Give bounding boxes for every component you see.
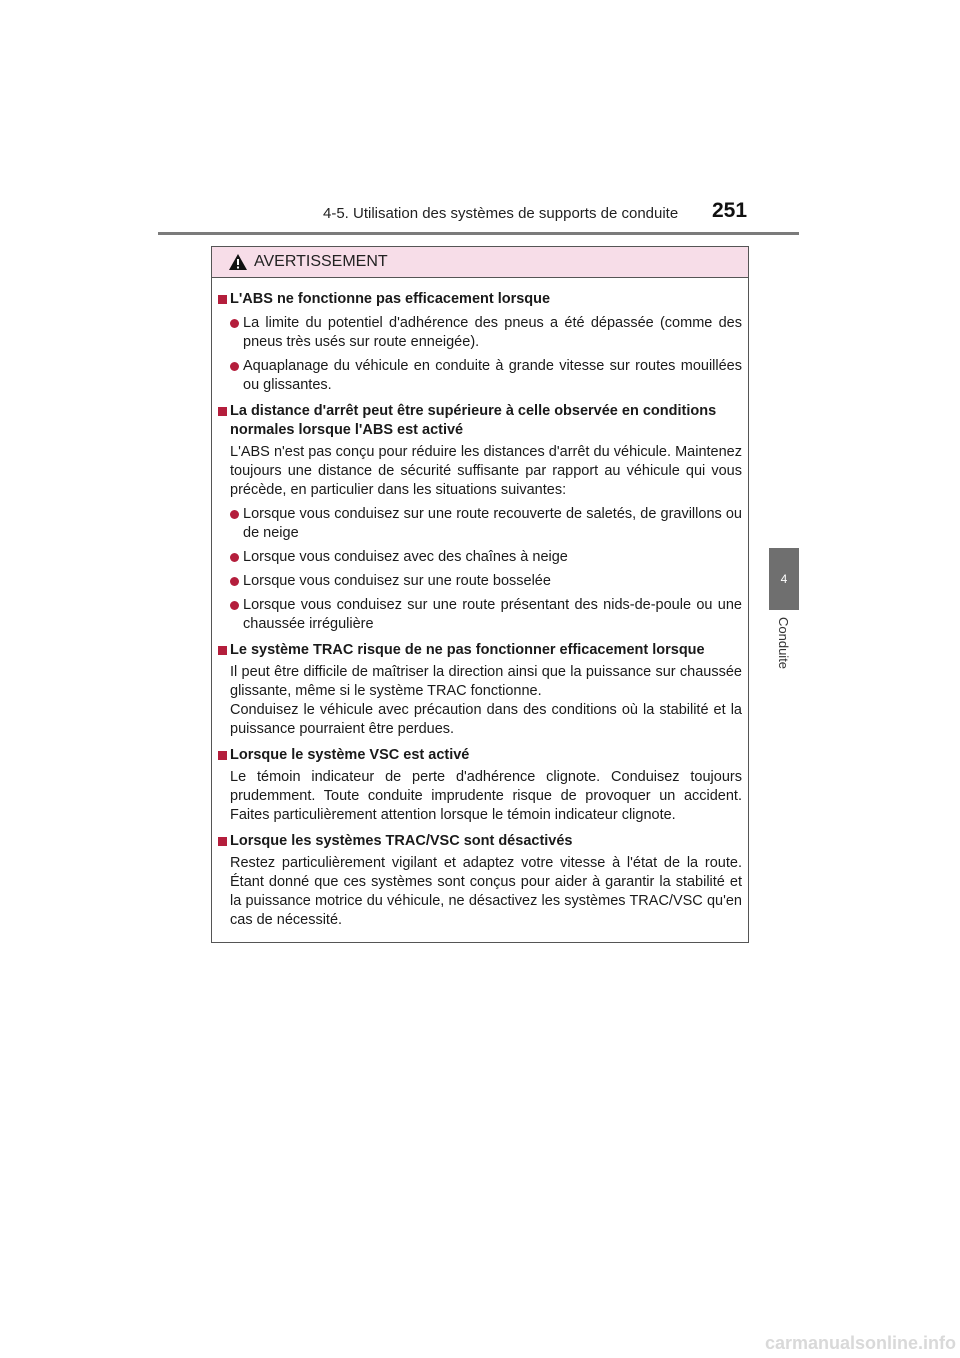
round-bullet-icon: [230, 577, 239, 586]
section-text: Il peut être difficile de maîtriser la direction ainsi que la puissance sur chaussée glissante, même si le système TRAC fonctionne.: [230, 664, 742, 699]
warning-section: [218, 832, 742, 930]
section-text: Conduisez le véhicule avec précaution dans des conditions où la stabilité et la puissance pourraient être perdues.: [230, 702, 742, 737]
list-item: Lorsque vous conduisez sur une route bosselée: [218, 572, 742, 591]
section-text: Le témoin indicateur de perte d'adhérence clignote. Conduisez toujours prudemment. Toute conduite imprudente risque de provoquer un accident. Faites particulièrement attention lorsque le témoin indicateur clignote.: [230, 769, 742, 823]
square-bullet-icon: [218, 295, 227, 304]
section-title: L'ABS ne fonctionne pas efficacement lorsque: [218, 290, 742, 309]
chapter-tab-number: 4: [780, 572, 788, 586]
header-rule: [158, 232, 799, 235]
square-bullet-icon: [218, 646, 227, 655]
page-number: 251: [712, 199, 748, 222]
warning-body: [212, 278, 748, 930]
square-bullet-icon: [218, 751, 227, 760]
section-title: Lorsque les systèmes TRAC/VSC sont désactivés: [218, 832, 742, 851]
list-item: La limite du potentiel d'adhérence des pneus a été dépassée (comme des pneus très usés sur route enneigée).: [218, 314, 742, 352]
section-text: Restez particulièrement vigilant et adaptez votre vitesse à l'état de la route. Étant donné que ces systèmes sont conçus pour aider à garantir la stabilité et la puissance motrice du véhicule, ne désactivez les systèmes TRAC/VSC qu'en cas de nécessité.: [230, 855, 742, 928]
warning-section: [218, 290, 742, 395]
chapter-tab-label: Conduite: [776, 617, 791, 670]
list-item: Aquaplanage du véhicule en conduite à grande vitesse sur routes mouillées ou glissantes.: [218, 357, 742, 395]
warning-section: [218, 402, 742, 634]
chapter-tab[interactable]: [769, 548, 799, 610]
warning-section: [218, 746, 742, 825]
warning-triangle-icon: [228, 253, 248, 271]
round-bullet-icon: [230, 362, 239, 371]
warning-box: [211, 246, 749, 943]
section-title: Lorsque le système VSC est activé: [218, 746, 742, 765]
page-header-title: 4-5. Utilisation des systèmes de supports de conduite: [323, 205, 679, 222]
section-title: La distance d'arrêt peut être supérieure à celle observée en conditions normales lorsque l'ABS est activé: [218, 402, 742, 440]
square-bullet-icon: [218, 837, 227, 846]
watermark: carmanualsonline.info: [764, 1333, 956, 1353]
list-item: Lorsque vous conduisez sur une route recouverte de saletés, de gravillons ou de neige: [218, 505, 742, 543]
round-bullet-icon: [230, 319, 239, 328]
round-bullet-icon: [230, 601, 239, 610]
list-item: Lorsque vous conduisez sur une route présentant des nids-de-poule ou une chaussée irrégulière: [218, 596, 742, 634]
warning-title: AVERTISSEMENT: [254, 253, 388, 270]
warning-header: [212, 247, 748, 278]
list-item: Lorsque vous conduisez avec des chaînes à neige: [218, 548, 742, 567]
round-bullet-icon: [230, 510, 239, 519]
section-text: L'ABS n'est pas conçu pour réduire les distances d'arrêt du véhicule. Maintenez toujours une distance de sécurité suffisante par rapport au véhicule qui vous précède, en particulier dans les situations suivantes:: [230, 444, 742, 498]
warning-section: [218, 641, 742, 739]
section-title: Le système TRAC risque de ne pas fonctionner efficacement lorsque: [218, 641, 742, 660]
square-bullet-icon: [218, 407, 227, 416]
round-bullet-icon: [230, 553, 239, 562]
